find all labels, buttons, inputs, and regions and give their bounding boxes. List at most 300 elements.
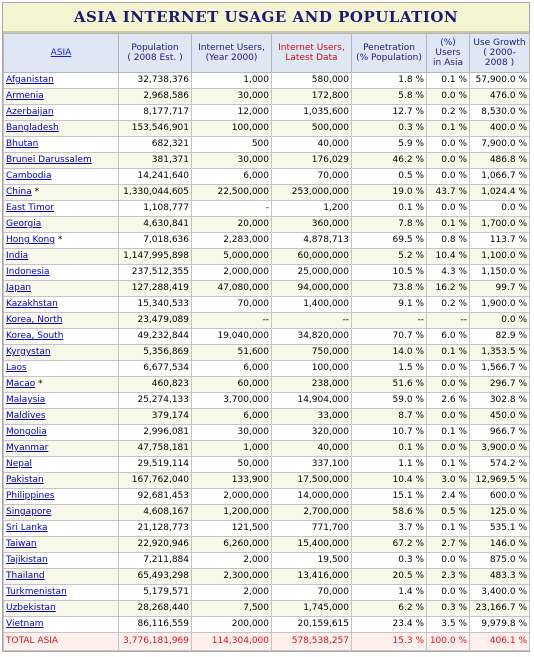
country-cell <box>4 569 119 585</box>
cell-population: 86,116,559 <box>119 617 192 633</box>
cell-users-share: 0.0 % <box>427 409 470 425</box>
cell-population: 379,174 <box>119 409 192 425</box>
cell-users-2000: 60,000 <box>192 377 272 393</box>
cell-penetration: 10.7 % <box>352 425 427 441</box>
table-row <box>4 473 530 489</box>
cell-users-share: 6.0 % <box>427 329 470 345</box>
cell-population: 237,512,355 <box>119 265 192 281</box>
country-cell <box>4 217 119 233</box>
country-cell <box>4 457 119 473</box>
country-cell <box>4 377 119 393</box>
cell-penetration: 0.3 % <box>352 121 427 137</box>
cell-growth: 483.3 % <box>470 569 530 585</box>
cell-population: 167,762,040 <box>119 473 192 489</box>
cell-users-2000: 121,500 <box>192 521 272 537</box>
cell-growth: 302.8 % <box>470 393 530 409</box>
region-header-link[interactable]: ASIA <box>50 48 72 58</box>
cell-users-share: 2.7 % <box>427 537 470 553</box>
country-cell <box>4 137 119 153</box>
cell-growth: 7,900.0 % <box>470 137 530 153</box>
cell-users-share: 0.1 % <box>427 457 470 473</box>
cell-growth: 8,530.0 % <box>470 105 530 121</box>
total-users-share: 100.0 % <box>427 633 470 651</box>
cell-users-share: 3.0 % <box>427 473 470 489</box>
country-link[interactable]: Thailand <box>6 571 45 581</box>
table-row <box>4 409 530 425</box>
footnote-mark: * <box>57 235 63 245</box>
cell-growth: 296.7 % <box>470 377 530 393</box>
cell-users-2000: 30,000 <box>192 425 272 441</box>
table-row <box>4 553 530 569</box>
cell-growth: 99.7 % <box>470 281 530 297</box>
country-cell <box>4 201 119 217</box>
cell-users-2000: 2,000,000 <box>192 265 272 281</box>
cell-penetration: 67.2 % <box>352 537 427 553</box>
cell-population: 460,823 <box>119 377 192 393</box>
country-cell <box>4 121 119 137</box>
cell-users-latest: 13,416,000 <box>272 569 352 585</box>
country-link[interactable]: Pakistan <box>6 475 44 485</box>
cell-users-share: 0.0 % <box>427 553 470 569</box>
country-cell <box>4 553 119 569</box>
cell-penetration: 0.1 % <box>352 441 427 457</box>
country-link[interactable]: Japan <box>6 283 32 293</box>
country-cell <box>4 521 119 537</box>
country-link[interactable]: Turkmenistan <box>6 587 67 597</box>
cell-population: 381,371 <box>119 153 192 169</box>
table-row <box>4 281 530 297</box>
country-cell <box>4 73 119 89</box>
country-link[interactable]: Uzbekistan <box>6 603 56 613</box>
cell-growth: 476.0 % <box>470 89 530 105</box>
country-link[interactable]: Bangladesh <box>6 123 59 133</box>
cell-users-latest: 580,000 <box>272 73 352 89</box>
table-row <box>4 377 530 393</box>
cell-users-share: 0.1 % <box>427 217 470 233</box>
cell-growth: 0.0 % <box>470 201 530 217</box>
country-cell <box>4 105 119 121</box>
cell-penetration: 73.8 % <box>352 281 427 297</box>
cell-users-share: 0.1 % <box>427 345 470 361</box>
header-users-share: (%) Users in Asia <box>427 34 470 73</box>
table-row <box>4 265 530 281</box>
cell-users-share: 0.8 % <box>427 233 470 249</box>
cell-penetration: 5.8 % <box>352 89 427 105</box>
cell-users-share: 10.4 % <box>427 249 470 265</box>
header-growth: Use Growth ( 2000-2008 ) <box>470 34 530 73</box>
cell-users-2000: 1,000 <box>192 73 272 89</box>
cell-users-share: 0.0 % <box>427 201 470 217</box>
cell-penetration: 0.5 % <box>352 169 427 185</box>
table-row <box>4 313 530 329</box>
cell-penetration: 1.4 % <box>352 585 427 601</box>
country-link[interactable]: Mongolia <box>6 427 47 437</box>
table-row <box>4 457 530 473</box>
cell-users-latest: 25,000,000 <box>272 265 352 281</box>
country-link[interactable]: Armenia <box>6 91 44 101</box>
country-cell <box>4 329 119 345</box>
cell-users-latest: 14,000,000 <box>272 489 352 505</box>
cell-users-2000: 20,000 <box>192 217 272 233</box>
cell-penetration: 1.8 % <box>352 73 427 89</box>
cell-penetration: 10.4 % <box>352 473 427 489</box>
country-link[interactable]: Cambodia <box>6 171 52 181</box>
country-link[interactable]: India <box>6 251 29 261</box>
cell-users-share: 0.0 % <box>427 137 470 153</box>
cell-users-share: 0.3 % <box>427 601 470 617</box>
cell-users-2000: 30,000 <box>192 89 272 105</box>
cell-users-latest: 34,820,000 <box>272 329 352 345</box>
cell-users-latest: 1,035,600 <box>272 105 352 121</box>
cell-growth: 450.0 % <box>470 409 530 425</box>
cell-penetration: 69.5 % <box>352 233 427 249</box>
country-cell <box>4 473 119 489</box>
country-cell <box>4 489 119 505</box>
cell-users-latest: 1,745,000 <box>272 601 352 617</box>
cell-population: 49,232,844 <box>119 329 192 345</box>
table-row <box>4 345 530 361</box>
cell-users-share: 0.1 % <box>427 425 470 441</box>
cell-growth: 1,700.0 % <box>470 217 530 233</box>
cell-penetration: 51.6 % <box>352 377 427 393</box>
cell-population: 7,211,884 <box>119 553 192 569</box>
cell-growth: 3,900.0 % <box>470 441 530 457</box>
cell-users-share: 2.6 % <box>427 393 470 409</box>
cell-users-latest: 40,000 <box>272 441 352 457</box>
country-link[interactable]: Nepal <box>6 459 32 469</box>
table-row <box>4 201 530 217</box>
cell-population: 5,179,571 <box>119 585 192 601</box>
cell-growth: 1,900.0 % <box>470 297 530 313</box>
cell-users-latest: 70,000 <box>272 585 352 601</box>
cell-users-2000: 6,260,000 <box>192 537 272 553</box>
cell-users-2000: 2,300,000 <box>192 569 272 585</box>
table-row <box>4 425 530 441</box>
cell-users-2000: 47,080,000 <box>192 281 272 297</box>
country-link[interactable]: Kyrgystan <box>6 347 51 357</box>
country-link[interactable]: Georgia <box>6 219 42 229</box>
table-body <box>4 73 530 633</box>
table-row <box>4 441 530 457</box>
cell-population: 21,128,773 <box>119 521 192 537</box>
cell-growth: 535.1 % <box>470 521 530 537</box>
cell-population: 5,356,869 <box>119 345 192 361</box>
cell-population: 8,177,717 <box>119 105 192 121</box>
header-users-latest: Internet Users, Latest Data <box>272 34 352 73</box>
cell-users-share: 0.0 % <box>427 169 470 185</box>
cell-growth: 1,066.7 % <box>470 169 530 185</box>
cell-population: 4,630,841 <box>119 217 192 233</box>
cell-penetration: 1.1 % <box>352 457 427 473</box>
cell-users-share: 43.7 % <box>427 185 470 201</box>
country-link[interactable]: Maldives <box>6 411 46 421</box>
country-link[interactable]: Azerbaijan <box>6 107 54 117</box>
cell-users-share: 0.2 % <box>427 105 470 121</box>
cell-growth: 600.0 % <box>470 489 530 505</box>
table-row <box>4 233 530 249</box>
header-penetration: Penetration (% Population) <box>352 34 427 73</box>
cell-users-2000: 500 <box>192 137 272 153</box>
cell-users-share: 0.1 % <box>427 73 470 89</box>
cell-penetration: 9.1 % <box>352 297 427 313</box>
cell-users-latest: 17,500,000 <box>272 473 352 489</box>
country-cell <box>4 537 119 553</box>
total-users-2000: 114,304,000 <box>192 633 272 651</box>
cell-users-2000: 2,000,000 <box>192 489 272 505</box>
cell-growth: 1,024.4 % <box>470 185 530 201</box>
country-cell <box>4 169 119 185</box>
cell-penetration: 70.7 % <box>352 329 427 345</box>
country-cell <box>4 249 119 265</box>
cell-users-latest: 253,000,000 <box>272 185 352 201</box>
cell-users-latest: 1,400,000 <box>272 297 352 313</box>
cell-population: 1,330,044,605 <box>119 185 192 201</box>
cell-users-share: 0.0 % <box>427 441 470 457</box>
cell-users-2000: 200,000 <box>192 617 272 633</box>
cell-users-2000: 2,000 <box>192 553 272 569</box>
cell-penetration: 5.9 % <box>352 137 427 153</box>
cell-users-2000: 50,000 <box>192 457 272 473</box>
cell-users-latest: -- <box>272 313 352 329</box>
header-population: Population ( 2008 Est. ) <box>119 34 192 73</box>
country-cell <box>4 265 119 281</box>
country-link[interactable]: Sri Lanka <box>6 523 48 533</box>
cell-penetration: 46.2 % <box>352 153 427 169</box>
cell-users-2000: 2,000 <box>192 585 272 601</box>
cell-growth: 3,400.0 % <box>470 585 530 601</box>
country-link[interactable]: Tajikistan <box>6 555 48 565</box>
country-link[interactable]: Macao <box>6 379 36 389</box>
country-link[interactable]: Vietnam <box>6 619 44 629</box>
cell-users-share: 0.0 % <box>427 153 470 169</box>
table-row <box>4 105 530 121</box>
country-cell <box>4 617 119 633</box>
table-row <box>4 73 530 89</box>
country-cell <box>4 233 119 249</box>
total-users-latest: 578,538,257 <box>272 633 352 651</box>
country-cell <box>4 393 119 409</box>
cell-growth: 9,979.8 % <box>470 617 530 633</box>
cell-penetration: 5.2 % <box>352 249 427 265</box>
country-link[interactable]: Korea, South <box>6 331 64 341</box>
table-row <box>4 361 530 377</box>
cell-users-latest: 14,904,000 <box>272 393 352 409</box>
table-row <box>4 585 530 601</box>
cell-users-latest: 1,200 <box>272 201 352 217</box>
cell-users-latest: 337,100 <box>272 457 352 473</box>
country-cell <box>4 585 119 601</box>
cell-population: 92,681,453 <box>119 489 192 505</box>
country-cell <box>4 425 119 441</box>
cell-users-2000: 3,700,000 <box>192 393 272 409</box>
cell-growth: 1,100.0 % <box>470 249 530 265</box>
cell-users-latest: 176,029 <box>272 153 352 169</box>
cell-growth: 1,150.0 % <box>470 265 530 281</box>
cell-population: 25,274,133 <box>119 393 192 409</box>
cell-population: 153,546,901 <box>119 121 192 137</box>
cell-users-latest: 40,000 <box>272 137 352 153</box>
cell-users-share: 0.0 % <box>427 377 470 393</box>
country-link[interactable]: East Timor <box>6 203 54 213</box>
cell-users-share: 3.5 % <box>427 617 470 633</box>
cell-penetration: -- <box>352 313 427 329</box>
cell-growth: 486.8 % <box>470 153 530 169</box>
cell-penetration: 19.0 % <box>352 185 427 201</box>
cell-users-share: 4.3 % <box>427 265 470 281</box>
country-link[interactable]: Brunei Darussalem <box>6 155 92 165</box>
cell-users-2000: 6,000 <box>192 361 272 377</box>
country-cell <box>4 505 119 521</box>
cell-users-share: -- <box>427 313 470 329</box>
country-link[interactable]: Bhutan <box>6 139 39 149</box>
country-cell <box>4 601 119 617</box>
cell-users-latest: 100,000 <box>272 361 352 377</box>
cell-penetration: 7.8 % <box>352 217 427 233</box>
cell-users-share: 2.4 % <box>427 489 470 505</box>
country-link[interactable]: Afganistan <box>6 75 54 85</box>
footnote-mark: * <box>38 379 43 389</box>
table-row <box>4 297 530 313</box>
usage-table-container <box>2 2 530 652</box>
cell-users-latest: 771,700 <box>272 521 352 537</box>
total-row <box>4 633 530 651</box>
cell-population: 2,996,081 <box>119 425 192 441</box>
country-cell <box>4 89 119 105</box>
cell-penetration: 20.5 % <box>352 569 427 585</box>
country-link[interactable]: Philippines <box>6 491 55 501</box>
cell-users-latest: 750,000 <box>272 345 352 361</box>
cell-penetration: 14.0 % <box>352 345 427 361</box>
total-population: 3,776,181,969 <box>119 633 192 651</box>
country-link[interactable]: Hong Kong <box>6 235 55 245</box>
cell-penetration: 1.5 % <box>352 361 427 377</box>
header-row <box>4 34 530 73</box>
cell-users-share: 0.0 % <box>427 585 470 601</box>
table-row <box>4 521 530 537</box>
cell-users-2000: 51,600 <box>192 345 272 361</box>
cell-users-share: 0.1 % <box>427 521 470 537</box>
country-link[interactable]: Singapore <box>6 507 52 517</box>
cell-users-latest: 500,000 <box>272 121 352 137</box>
cell-growth: 23,166.7 % <box>470 601 530 617</box>
cell-users-latest: 15,400,000 <box>272 537 352 553</box>
cell-growth: 12,969.5 % <box>470 473 530 489</box>
cell-users-share: 0.2 % <box>427 297 470 313</box>
country-link[interactable]: Indonesia <box>6 267 50 277</box>
cell-users-share: 0.1 % <box>427 121 470 137</box>
cell-users-2000: 22,500,000 <box>192 185 272 201</box>
header-users-2000: Internet Users, (Year 2000) <box>192 34 272 73</box>
table-row <box>4 329 530 345</box>
cell-population: 65,493,298 <box>119 569 192 585</box>
cell-users-2000: 6,000 <box>192 169 272 185</box>
cell-users-latest: 238,000 <box>272 377 352 393</box>
table-row <box>4 393 530 409</box>
cell-population: 7,018,636 <box>119 233 192 249</box>
total-penetration: 15.3 % <box>352 633 427 651</box>
cell-users-2000: 6,000 <box>192 409 272 425</box>
cell-penetration: 6.2 % <box>352 601 427 617</box>
cell-population: 1,147,995,898 <box>119 249 192 265</box>
cell-population: 23,479,089 <box>119 313 192 329</box>
cell-users-share: 0.5 % <box>427 505 470 521</box>
cell-users-latest: 94,000,000 <box>272 281 352 297</box>
country-cell <box>4 345 119 361</box>
cell-penetration: 0.1 % <box>352 201 427 217</box>
cell-population: 29,519,114 <box>119 457 192 473</box>
table-row <box>4 121 530 137</box>
cell-users-latest: 19,500 <box>272 553 352 569</box>
cell-users-share: 0.0 % <box>427 361 470 377</box>
table-row <box>4 537 530 553</box>
header-region <box>4 34 119 73</box>
footnote-mark: * <box>34 187 40 197</box>
cell-users-latest: 70,000 <box>272 169 352 185</box>
cell-users-2000: 100,000 <box>192 121 272 137</box>
page-title: ASIA INTERNET USAGE AND POPULATION <box>3 3 529 33</box>
cell-growth: 113.7 % <box>470 233 530 249</box>
cell-penetration: 59.0 % <box>352 393 427 409</box>
country-cell <box>4 297 119 313</box>
country-cell <box>4 441 119 457</box>
table-row <box>4 489 530 505</box>
cell-growth: 400.0 % <box>470 121 530 137</box>
country-link[interactable]: Malaysia <box>6 395 46 405</box>
usage-table <box>3 33 530 651</box>
country-link[interactable]: Laos <box>6 363 27 373</box>
cell-users-latest: 320,000 <box>272 425 352 441</box>
country-link[interactable]: Korea, North <box>6 315 63 325</box>
cell-users-2000: - <box>192 201 272 217</box>
cell-growth: 57,900.0 % <box>470 73 530 89</box>
cell-users-2000: 1,200,000 <box>192 505 272 521</box>
table-row <box>4 185 530 201</box>
cell-growth: 875.0 % <box>470 553 530 569</box>
cell-growth: 574.2 % <box>470 457 530 473</box>
cell-growth: 146.0 % <box>470 537 530 553</box>
cell-penetration: 0.3 % <box>352 553 427 569</box>
cell-users-2000: 133,900 <box>192 473 272 489</box>
cell-population: 22,920,946 <box>119 537 192 553</box>
cell-population: 1,108,777 <box>119 201 192 217</box>
country-cell <box>4 281 119 297</box>
table-row <box>4 617 530 633</box>
cell-population: 32,738,376 <box>119 73 192 89</box>
cell-users-latest: 360,000 <box>272 217 352 233</box>
table-row <box>4 505 530 521</box>
cell-population: 14,241,640 <box>119 169 192 185</box>
cell-growth: 0.0 % <box>470 313 530 329</box>
country-link[interactable]: Myanmar <box>6 443 49 453</box>
cell-growth: 1,353.5 % <box>470 345 530 361</box>
country-link[interactable]: Kazakhstan <box>6 299 58 309</box>
cell-population: 47,758,181 <box>119 441 192 457</box>
table-row <box>4 249 530 265</box>
table-row <box>4 569 530 585</box>
cell-penetration: 10.5 % <box>352 265 427 281</box>
country-link[interactable]: Taiwan <box>6 539 37 549</box>
table-row <box>4 153 530 169</box>
country-link[interactable]: China <box>6 187 32 197</box>
cell-penetration: 15.1 % <box>352 489 427 505</box>
country-cell <box>4 361 119 377</box>
cell-growth: 1,566.7 % <box>470 361 530 377</box>
cell-users-2000: 1,000 <box>192 441 272 457</box>
table-row <box>4 137 530 153</box>
total-label: TOTAL ASIA <box>4 633 119 651</box>
cell-penetration: 8.7 % <box>352 409 427 425</box>
cell-population: 682,321 <box>119 137 192 153</box>
